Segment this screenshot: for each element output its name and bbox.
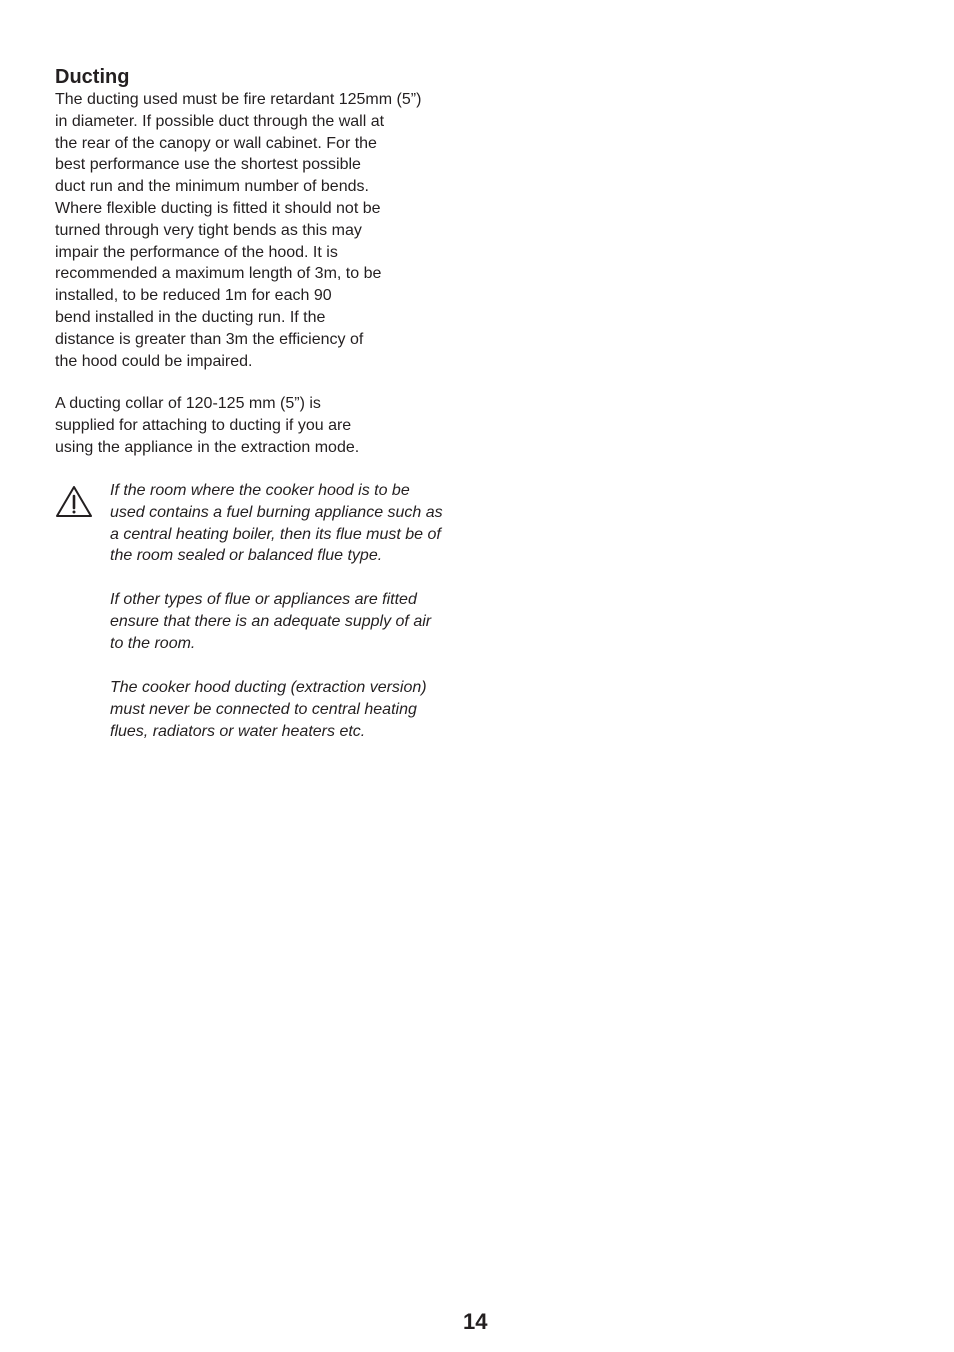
- text-line: turned through very tight bends as this may: [55, 221, 362, 239]
- text-line: A ducting collar of 120-125 mm (5”) is: [55, 395, 321, 412]
- text-line: the rear of the canopy or wall cabinet. For the: [55, 134, 377, 152]
- text-line: duct run and the minimum number of bends.: [55, 178, 369, 196]
- warning-paragraph-fuel-appliance: [110, 480, 470, 567]
- text-line: The ducting used must be fire retardant 125mm (5”): [55, 91, 422, 108]
- text-line: using the appliance in the extraction mode.: [55, 438, 360, 456]
- text-line: to the room.: [110, 634, 196, 652]
- text-line: a central heating boiler, then its flue must be of: [110, 525, 441, 543]
- text-line: impair the performance of the hood. It is: [55, 243, 338, 261]
- warning-paragraph-flue-connection: [110, 677, 470, 742]
- text-line: the hood could be impaired.: [55, 352, 253, 370]
- page-number: 14: [463, 1309, 488, 1334]
- ducting-paragraph: [55, 89, 455, 372]
- text-line: Where flexible ducting is fitted it should not be: [55, 199, 381, 217]
- text-line: installed, to be reduced 1m for each 90: [55, 287, 332, 305]
- text-line: best performance use the shortest possible: [55, 156, 361, 174]
- text-line: in diameter. If possible duct through the wall at: [55, 112, 385, 130]
- ducting-collar-paragraph: [55, 393, 455, 458]
- section-heading: Ducting: [55, 66, 130, 88]
- text-line: used contains a fuel burning appliance such as: [110, 503, 443, 521]
- text-line: bend installed in the ducting run. If the: [55, 308, 326, 326]
- text-line: must never be connected to central heating: [110, 700, 417, 718]
- text-line: If the room where the cooker hood is to be: [110, 482, 410, 499]
- warning-triangle-icon: [55, 484, 93, 519]
- text-line: the room sealed or balanced flue type.: [110, 547, 383, 565]
- text-line: If other types of flue or appliances are fitted: [110, 591, 417, 608]
- text-line: The cooker hood ducting (extraction version): [110, 679, 427, 696]
- warning-paragraph-air-supply: [110, 589, 470, 654]
- text-line: distance is greater than 3m the efficiency of: [55, 330, 364, 348]
- text-line: recommended a maximum length of 3m, to be: [55, 265, 382, 283]
- text-line: supplied for attaching to ducting if you are: [55, 416, 352, 434]
- text-line: ensure that there is an adequate supply of air: [110, 612, 432, 630]
- text-line: flues, radiators or water heaters etc.: [110, 722, 366, 740]
